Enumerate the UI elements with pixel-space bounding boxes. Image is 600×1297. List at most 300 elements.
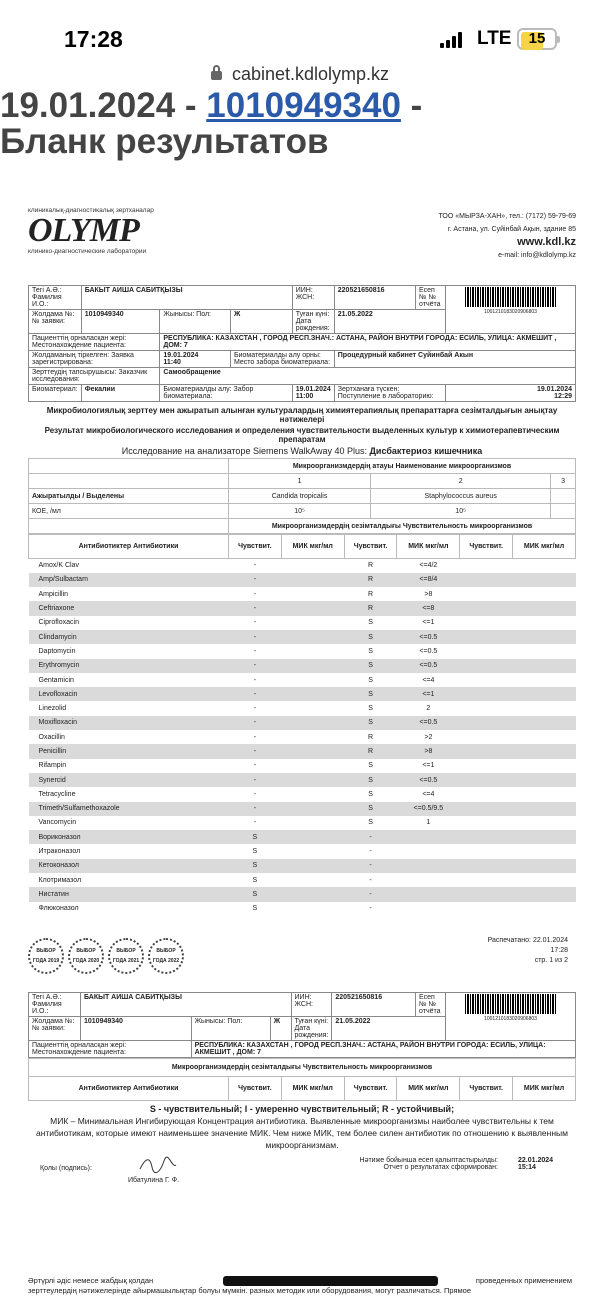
printed-label: Распечатано: bbox=[487, 936, 531, 944]
lock-icon bbox=[211, 71, 222, 80]
mic-3 bbox=[513, 744, 576, 758]
cfu-1: 10⁵ bbox=[229, 504, 371, 519]
page-title bbox=[0, 88, 422, 160]
sens-2: S bbox=[344, 687, 397, 701]
sens-3 bbox=[460, 873, 513, 887]
award-badge: ВЫБОР ГОДА 2019 bbox=[28, 938, 64, 974]
registered-date: 19.01.2024 bbox=[163, 352, 199, 359]
antibiotic-row bbox=[29, 701, 576, 715]
sens-1: - bbox=[253, 790, 257, 798]
collected-date: 19.01.2024 bbox=[295, 386, 331, 393]
company-web: www.kdl.kz bbox=[517, 236, 576, 248]
signal-icon bbox=[440, 32, 462, 48]
mic-2: <=4 bbox=[422, 790, 435, 798]
patient-table-page2 bbox=[28, 992, 576, 1058]
iin-label: ИИН: ЖСН: bbox=[292, 286, 334, 310]
formed-label: Нәтиже бойынша есеп қалыптастырылды: Отчет о результатах сформирован: bbox=[359, 1156, 498, 1171]
th-sens-2: Чувствит. bbox=[344, 535, 397, 559]
sens-2: - bbox=[369, 905, 372, 913]
printed-date: 22.01.2024 bbox=[532, 936, 568, 944]
mic-2: <=1 bbox=[422, 619, 435, 627]
antibiotic-name: Vancomycin bbox=[38, 819, 77, 827]
formed-time: 15:14 bbox=[518, 1163, 536, 1171]
sens-3 bbox=[460, 587, 513, 601]
mic-3 bbox=[513, 787, 576, 801]
mic-1 bbox=[281, 887, 344, 901]
mic-1 bbox=[281, 830, 344, 844]
order-label: Жолдама №: № заявки: bbox=[29, 310, 82, 334]
print-info bbox=[488, 936, 568, 966]
mic-2: <=4/2 bbox=[419, 562, 438, 570]
sens-3 bbox=[460, 802, 513, 816]
logo-top-text: клиникалық-диагностикалық зертханалар bbox=[28, 207, 154, 214]
mic-3 bbox=[513, 844, 576, 858]
mic-3 bbox=[513, 659, 576, 673]
mic-3 bbox=[513, 830, 576, 844]
sens-2: R bbox=[368, 733, 374, 741]
order-label: Жолдама №: № заявки: bbox=[29, 1016, 81, 1040]
antibiotic-row bbox=[29, 616, 576, 630]
sens-3 bbox=[460, 716, 513, 730]
antibiotic-name: Clindamycin bbox=[29, 630, 229, 644]
battery-level: 15 bbox=[528, 30, 546, 47]
signer-name: Ибатулина Г. Ф. bbox=[128, 1176, 180, 1184]
sens-1: - bbox=[253, 819, 257, 827]
fio-label: Тегі А.Ә.: Фамилия И.О.: bbox=[29, 286, 82, 310]
sens-1: - bbox=[229, 802, 282, 816]
antibiotic-row bbox=[29, 773, 576, 787]
sens-2: R bbox=[368, 590, 374, 598]
sens-2: - bbox=[344, 887, 397, 901]
mic-1 bbox=[281, 716, 344, 730]
antibiotic-name: Synercid bbox=[29, 773, 229, 787]
patient-sex: Ж bbox=[270, 1016, 291, 1040]
sens-2: S bbox=[344, 773, 397, 787]
logo-mark: OLYMP bbox=[28, 212, 139, 249]
mic-1 bbox=[281, 559, 344, 573]
sens-2: S bbox=[344, 802, 397, 816]
study-title-ru: Результат микробиологического исследования и определения чувствительности выделенных культур к химиотерапевтическим препаратам bbox=[44, 426, 560, 444]
col-1: 1 bbox=[229, 474, 371, 489]
sensitivity-header: Микроорганизмдердің сезімталдығы Чувствительность микроорганизмов bbox=[29, 1058, 576, 1076]
sens-2: - bbox=[369, 848, 372, 856]
th-mic-3: МИК мкг/мл bbox=[513, 535, 576, 559]
antibiotic-row bbox=[29, 687, 576, 701]
antibiotic-row bbox=[29, 716, 576, 730]
th-sens-1: Чувствит. bbox=[229, 535, 282, 559]
mic-2: <=8 bbox=[397, 601, 460, 615]
antibiotic-name: Вориконазол bbox=[29, 830, 229, 844]
mic-2: <=0.5/9.5 bbox=[397, 802, 460, 816]
patient-name: БАКЫТ АИША САБИТҚЫЗЫ bbox=[81, 286, 292, 310]
th-sens-1: Чувствит. bbox=[229, 1076, 282, 1100]
sens-3 bbox=[460, 616, 513, 630]
mic-2: <=0.5 bbox=[397, 659, 460, 673]
mic-1 bbox=[281, 802, 344, 816]
mic-2: <=0.5 bbox=[397, 716, 460, 730]
mic-3 bbox=[513, 873, 576, 887]
sens-2: R bbox=[344, 744, 397, 758]
mic-3 bbox=[513, 701, 576, 715]
collection-place: Процедурный кабинет Суйинбай Акын bbox=[334, 351, 575, 368]
th-antibiotic: Антибиотиктер Антибиотики bbox=[29, 1076, 229, 1100]
redaction-bar bbox=[223, 1276, 438, 1286]
antibiotic-name: Linezolid bbox=[38, 705, 67, 713]
mic-1 bbox=[281, 616, 344, 630]
customer: Самообращение bbox=[160, 368, 576, 385]
mic-1 bbox=[281, 659, 344, 673]
award-badge: ВЫБОР ГОДА 2020 bbox=[68, 938, 104, 974]
award-badges bbox=[28, 938, 184, 974]
award-badge: ВЫБОР ГОДА 2022 bbox=[148, 938, 184, 974]
antibiotic-name: Кетоконазол bbox=[29, 859, 229, 873]
th-mic-2: МИК мкг/мл bbox=[397, 1076, 460, 1100]
sens-3 bbox=[460, 644, 513, 658]
sens-3 bbox=[460, 859, 513, 873]
antibiotic-name: Erythromycin bbox=[29, 659, 229, 673]
fio-label: Тегі А.Ә.: Фамилия И.О.: bbox=[29, 992, 81, 1016]
iin-label: ИИН: ЖСН: bbox=[291, 992, 332, 1016]
received-label: Зертханаға түскен: Поступление в лабораторию: bbox=[334, 385, 445, 402]
antibiotic-row bbox=[29, 859, 576, 873]
sens-1: - bbox=[253, 762, 257, 770]
analyzer-prefix: Исследование на анализаторе Siemens WalkAway 40 Plus: bbox=[121, 446, 370, 456]
mic-3 bbox=[513, 887, 576, 901]
antibiotic-row bbox=[29, 759, 576, 773]
sens-1: - bbox=[229, 744, 282, 758]
legend bbox=[28, 1103, 576, 1151]
mic-1 bbox=[281, 687, 344, 701]
sens-3 bbox=[460, 744, 513, 758]
legend-line2: МИК – Минимальная Ингибирующая Концентрация антибиотика. Выявленные микроорганизмы наиболее чувствительны к тем антибиотикам, которые имеют наименьшее значение МИК. Чем ниже МИК, тем более силен антибиотик по отношению к выявленным микроорганизмам. bbox=[35, 1115, 568, 1150]
mic-3 bbox=[513, 759, 576, 773]
mic-1 bbox=[281, 673, 344, 687]
antibiotic-row bbox=[29, 659, 576, 673]
mic-1 bbox=[281, 644, 344, 658]
organisms-table bbox=[28, 458, 576, 534]
mic-3 bbox=[513, 816, 576, 830]
mic-2: 1 bbox=[426, 819, 431, 827]
order-number: 1010949340 bbox=[81, 1016, 192, 1040]
sens-2: - bbox=[344, 859, 397, 873]
mic-2: >8 bbox=[424, 590, 433, 598]
results-document bbox=[28, 205, 576, 1191]
patient-dob: 21.05.2022 bbox=[332, 1016, 446, 1040]
address-bar[interactable] bbox=[0, 64, 600, 85]
mic-3 bbox=[513, 716, 576, 730]
address-label: Пациенттің орналасқан жері: Местонахождение пациента: bbox=[29, 334, 160, 351]
antibiotic-row bbox=[29, 630, 576, 644]
sens-1: - bbox=[253, 562, 257, 570]
sens-1: S bbox=[229, 859, 282, 873]
sens-3 bbox=[460, 601, 513, 615]
antibiotic-name: Ampicillin bbox=[38, 590, 69, 598]
mic-3 bbox=[513, 773, 576, 787]
company-name: ТОО «МЫРЗА-ХАН», тел.: (7172) 59-79-69 bbox=[438, 213, 576, 220]
isolated-label: Ажыратылды / Выделены bbox=[29, 489, 229, 504]
report-label: Есеп № № отчёта bbox=[416, 992, 446, 1016]
mic-2 bbox=[397, 887, 460, 901]
mic-2: <=1 bbox=[397, 687, 460, 701]
sens-1: - bbox=[229, 659, 282, 673]
sens-1: - bbox=[229, 601, 282, 615]
antibiotic-row bbox=[29, 830, 576, 844]
place-label: Биоматериалды алу орны: Место забора биоматериала: bbox=[231, 351, 335, 368]
antibiotic-row bbox=[29, 802, 576, 816]
signature-image bbox=[138, 1155, 178, 1175]
sens-2: S bbox=[344, 630, 397, 644]
formed-date: 22.01.2024 bbox=[518, 1156, 554, 1164]
antibiotic-name: Amox/K Clav bbox=[38, 562, 79, 570]
sex-label: Жынысы: Пол: bbox=[160, 310, 231, 334]
order-number: 1010949340 bbox=[81, 310, 160, 334]
antibiotic-name: Daptomycin bbox=[38, 647, 76, 655]
mic-1 bbox=[281, 601, 344, 615]
antibiotic-name: Oxacillin bbox=[38, 733, 65, 741]
th-sens-3: Чувствит. bbox=[460, 535, 513, 559]
barcode-image bbox=[465, 287, 557, 307]
antibiotic-row bbox=[29, 601, 576, 615]
mic-2: <=0.5 bbox=[419, 647, 438, 655]
sens-1: - bbox=[253, 590, 257, 598]
sens-3 bbox=[460, 887, 513, 901]
patient-name: БАКЫТ АИША САБИТҚЫЗЫ bbox=[81, 992, 292, 1016]
cfu-label: КОЕ, /мл bbox=[29, 504, 229, 519]
sens-1: - bbox=[229, 716, 282, 730]
disclaimer-line2: зерттеулердің нәтижелерінде айырмашылықтар болуы мүмкін. разных методик или оборудования, могут различаться. Прямое bbox=[28, 1286, 471, 1295]
mic-1 bbox=[281, 859, 344, 873]
sens-3 bbox=[460, 659, 513, 673]
cfu-3 bbox=[551, 504, 576, 519]
mic-3 bbox=[513, 859, 576, 873]
sex-label: Жынысы: Пол: bbox=[191, 1016, 270, 1040]
cfu-2: 10⁵ bbox=[371, 504, 551, 519]
mic-2: <=1 bbox=[422, 762, 435, 770]
antibiotic-name: Tetracycline bbox=[38, 790, 76, 798]
mic-3 bbox=[513, 902, 576, 916]
sens-1: - bbox=[229, 773, 282, 787]
micro-header: Микроорганизмдердің атауы Наименование микроорганизмов bbox=[229, 459, 576, 474]
registered-label: Жолдаманың тіркелген: Заявка зарегистрирована: bbox=[29, 351, 160, 368]
antibiotic-name: Итраконазол bbox=[38, 848, 81, 856]
sens-3 bbox=[460, 630, 513, 644]
antibiotics-table bbox=[28, 534, 576, 916]
mic-3 bbox=[513, 630, 576, 644]
address-label: Пациенттің орналасқан жері: Местонахождение пациента: bbox=[29, 1040, 192, 1057]
sens-3 bbox=[460, 816, 513, 830]
mic-1 bbox=[281, 573, 344, 587]
report-code: 1001210183020906803 bbox=[484, 309, 537, 315]
mic-2: >8 bbox=[397, 744, 460, 758]
antibiotic-name: Ceftriaxone bbox=[29, 601, 229, 615]
sens-1: - bbox=[229, 573, 282, 587]
sens-3 bbox=[460, 673, 513, 687]
organism-2: Staphylococcus aureus bbox=[371, 489, 551, 504]
antibiotic-row bbox=[29, 559, 576, 573]
page-number: стр. 1 из 2 bbox=[534, 956, 568, 964]
antibiotic-row bbox=[29, 673, 576, 687]
sens-3 bbox=[460, 573, 513, 587]
mic-2: >2 bbox=[424, 733, 433, 741]
sens-3 bbox=[460, 701, 513, 715]
antibiotic-row bbox=[29, 844, 576, 858]
study-title-kz: Микробиологиялық зерттеу мен ажыратып алынған культуралардың химиятерапиялық препараттарға сезімталдығын анықтау нәтижелері bbox=[46, 406, 558, 424]
sens-1: - bbox=[229, 630, 282, 644]
antibiotic-name: Trimeth/Sulfamethoxazole bbox=[29, 802, 229, 816]
mic-3 bbox=[513, 802, 576, 816]
received-date: 19.01.2024 bbox=[536, 386, 572, 393]
sens-1: - bbox=[253, 733, 257, 741]
th-antibiotic: Антибиотиктер Антибиотики bbox=[29, 535, 229, 559]
signature-label: Қолы (подпись): bbox=[40, 1164, 92, 1172]
mic-1 bbox=[281, 759, 344, 773]
sens-1: S bbox=[229, 887, 282, 901]
mic-2: 2 bbox=[426, 705, 431, 713]
company-address: г. Астана, ул. Суйінбай Ақын, здание 85 bbox=[447, 226, 576, 233]
report-code: 1001210183020906803 bbox=[484, 1015, 537, 1022]
mic-3 bbox=[513, 601, 576, 615]
sens-2: S bbox=[368, 647, 373, 655]
analyzer-test: Дисбактериоз кишечника bbox=[369, 446, 483, 456]
antibiotic-row bbox=[29, 787, 576, 801]
sens-2: S bbox=[368, 790, 373, 798]
th-mic-1: МИК мкг/мл bbox=[281, 1076, 344, 1100]
mic-2 bbox=[397, 844, 460, 858]
report-label: Есеп № № отчёта bbox=[416, 286, 446, 310]
sens-1: - bbox=[253, 647, 257, 655]
antibiotic-name: Penicillin bbox=[29, 744, 229, 758]
sens-2: S bbox=[344, 659, 397, 673]
antibiotic-row bbox=[29, 744, 576, 758]
legend-line1: S - чувствительный; I - умеренно чувствительный; R - устойчивый; bbox=[149, 1103, 455, 1114]
company-email: e-mail: info@kdlolymp.kz bbox=[498, 252, 576, 259]
mic-1 bbox=[281, 630, 344, 644]
sens-3 bbox=[460, 687, 513, 701]
received-time: 12:29 bbox=[554, 393, 572, 400]
organism-1: Candida tropicalis bbox=[229, 489, 371, 504]
sens-2: R bbox=[344, 601, 397, 615]
antibiotic-name: Rifampin bbox=[38, 762, 67, 770]
patient-address: РЕСПУБЛИКА: КАЗАХСТАН , ГОРОД РЕСП.ЗНАЧ.: АСТАНА, РАЙОН ВНУТРИ ГОРОДА: ЕСИЛЬ, УЛИЦА: АКМЕШИТ , ДОМ: 7 bbox=[160, 334, 576, 351]
sens-3 bbox=[460, 830, 513, 844]
printed-time: 17:28 bbox=[550, 946, 568, 954]
mic-3 bbox=[513, 687, 576, 701]
antibiotic-name: Флюконазол bbox=[38, 905, 79, 913]
url-text: cabinet.kdlolymp.kz bbox=[231, 64, 390, 84]
title-dash: - bbox=[400, 86, 423, 125]
sens-1: S bbox=[229, 830, 282, 844]
title-line2: Бланк результатов bbox=[0, 122, 329, 161]
patient-sex: Ж bbox=[231, 310, 293, 334]
antibiotic-row bbox=[29, 887, 576, 901]
mic-3 bbox=[513, 573, 576, 587]
antibiotic-row bbox=[29, 730, 576, 744]
mic-2: <=0.5 bbox=[397, 773, 460, 787]
sens-2: S bbox=[368, 819, 373, 827]
mic-2: <=8/4 bbox=[397, 573, 460, 587]
th-sens-3: Чувствит. bbox=[460, 1076, 513, 1100]
sens-2: R bbox=[344, 573, 397, 587]
analyzer-line bbox=[28, 446, 576, 456]
antibiotic-row bbox=[29, 573, 576, 587]
antibiotic-name: Amp/Sulbactam bbox=[29, 573, 229, 587]
mic-3 bbox=[513, 644, 576, 658]
sens-2: S bbox=[368, 676, 373, 684]
disclaimer bbox=[0, 1276, 600, 1296]
mic-3 bbox=[513, 730, 576, 744]
sensitivity-header: Микроорганизмдердің сезімталдығы Чувствительность микроорганизмов bbox=[229, 519, 576, 534]
mic-3 bbox=[513, 616, 576, 630]
sens-2: S bbox=[368, 762, 373, 770]
company-info bbox=[438, 210, 576, 262]
th-mic-2: МИК мкг/мл bbox=[397, 535, 460, 559]
th-sens-2: Чувствит. bbox=[344, 1076, 397, 1100]
mic-2 bbox=[397, 830, 460, 844]
sens-2: R bbox=[368, 562, 374, 570]
patient-iin: 220521650816 bbox=[334, 286, 415, 310]
antibiotic-name: Ciprofloxacin bbox=[38, 619, 79, 627]
mic-1 bbox=[281, 844, 344, 858]
sens-3 bbox=[460, 773, 513, 787]
antibiotic-row bbox=[29, 902, 576, 916]
sens-3 bbox=[460, 902, 513, 916]
organism-3 bbox=[551, 489, 576, 504]
antibiotic-name: Нистатин bbox=[29, 887, 229, 901]
award-badge: ВЫБОР ГОДА 2021 bbox=[108, 938, 144, 974]
registered-time: 11:40 bbox=[163, 359, 181, 366]
mic-1 bbox=[281, 816, 344, 830]
antibiotic-name: Gentamicin bbox=[38, 676, 74, 684]
customer-label: Зерттеудің тапсырушысы: Заказчик исследования: bbox=[29, 368, 160, 385]
patient-table bbox=[28, 285, 576, 402]
sens-2: S bbox=[344, 716, 397, 730]
collected-time: 11:00 bbox=[295, 393, 314, 400]
signature-block bbox=[28, 1151, 576, 1191]
disclaimer-left: Әртүрлі әдіс немесе жабдық қолдан bbox=[28, 1276, 154, 1285]
sens-3 bbox=[460, 559, 513, 573]
title-date: 19.01.2024 - bbox=[0, 86, 207, 125]
network-type: LTE bbox=[477, 28, 512, 49]
barcode-image bbox=[465, 994, 557, 1014]
battery-icon bbox=[517, 28, 557, 50]
antibiotics-header-page2 bbox=[28, 1058, 576, 1101]
lab-logo bbox=[28, 207, 198, 255]
mic-2: <=0.5 bbox=[397, 630, 460, 644]
biomaterial-label: Биоматериал: bbox=[29, 385, 82, 402]
mic-3 bbox=[513, 587, 576, 601]
mic-1 bbox=[281, 701, 344, 715]
sens-2: - bbox=[369, 876, 372, 884]
mic-2: <=4 bbox=[422, 676, 435, 684]
mic-1 bbox=[281, 787, 344, 801]
antibiotic-name: Moxifloxacin bbox=[29, 716, 229, 730]
sens-2: S bbox=[368, 705, 373, 713]
mic-1 bbox=[281, 730, 344, 744]
dob-label: Туған күні: Дата рождения: bbox=[291, 1016, 332, 1040]
mic-1 bbox=[281, 744, 344, 758]
mic-1 bbox=[281, 873, 344, 887]
sens-3 bbox=[460, 759, 513, 773]
mic-3 bbox=[513, 559, 576, 573]
sens-2: - bbox=[344, 830, 397, 844]
antibiotic-row bbox=[29, 587, 576, 601]
patient-dob: 21.05.2022 bbox=[334, 310, 445, 334]
antibiotic-row bbox=[29, 816, 576, 830]
mic-2 bbox=[397, 859, 460, 873]
sens-1: S bbox=[252, 905, 258, 913]
patient-iin: 220521650816 bbox=[332, 992, 416, 1016]
order-link[interactable]: 1010949340 bbox=[206, 86, 401, 125]
